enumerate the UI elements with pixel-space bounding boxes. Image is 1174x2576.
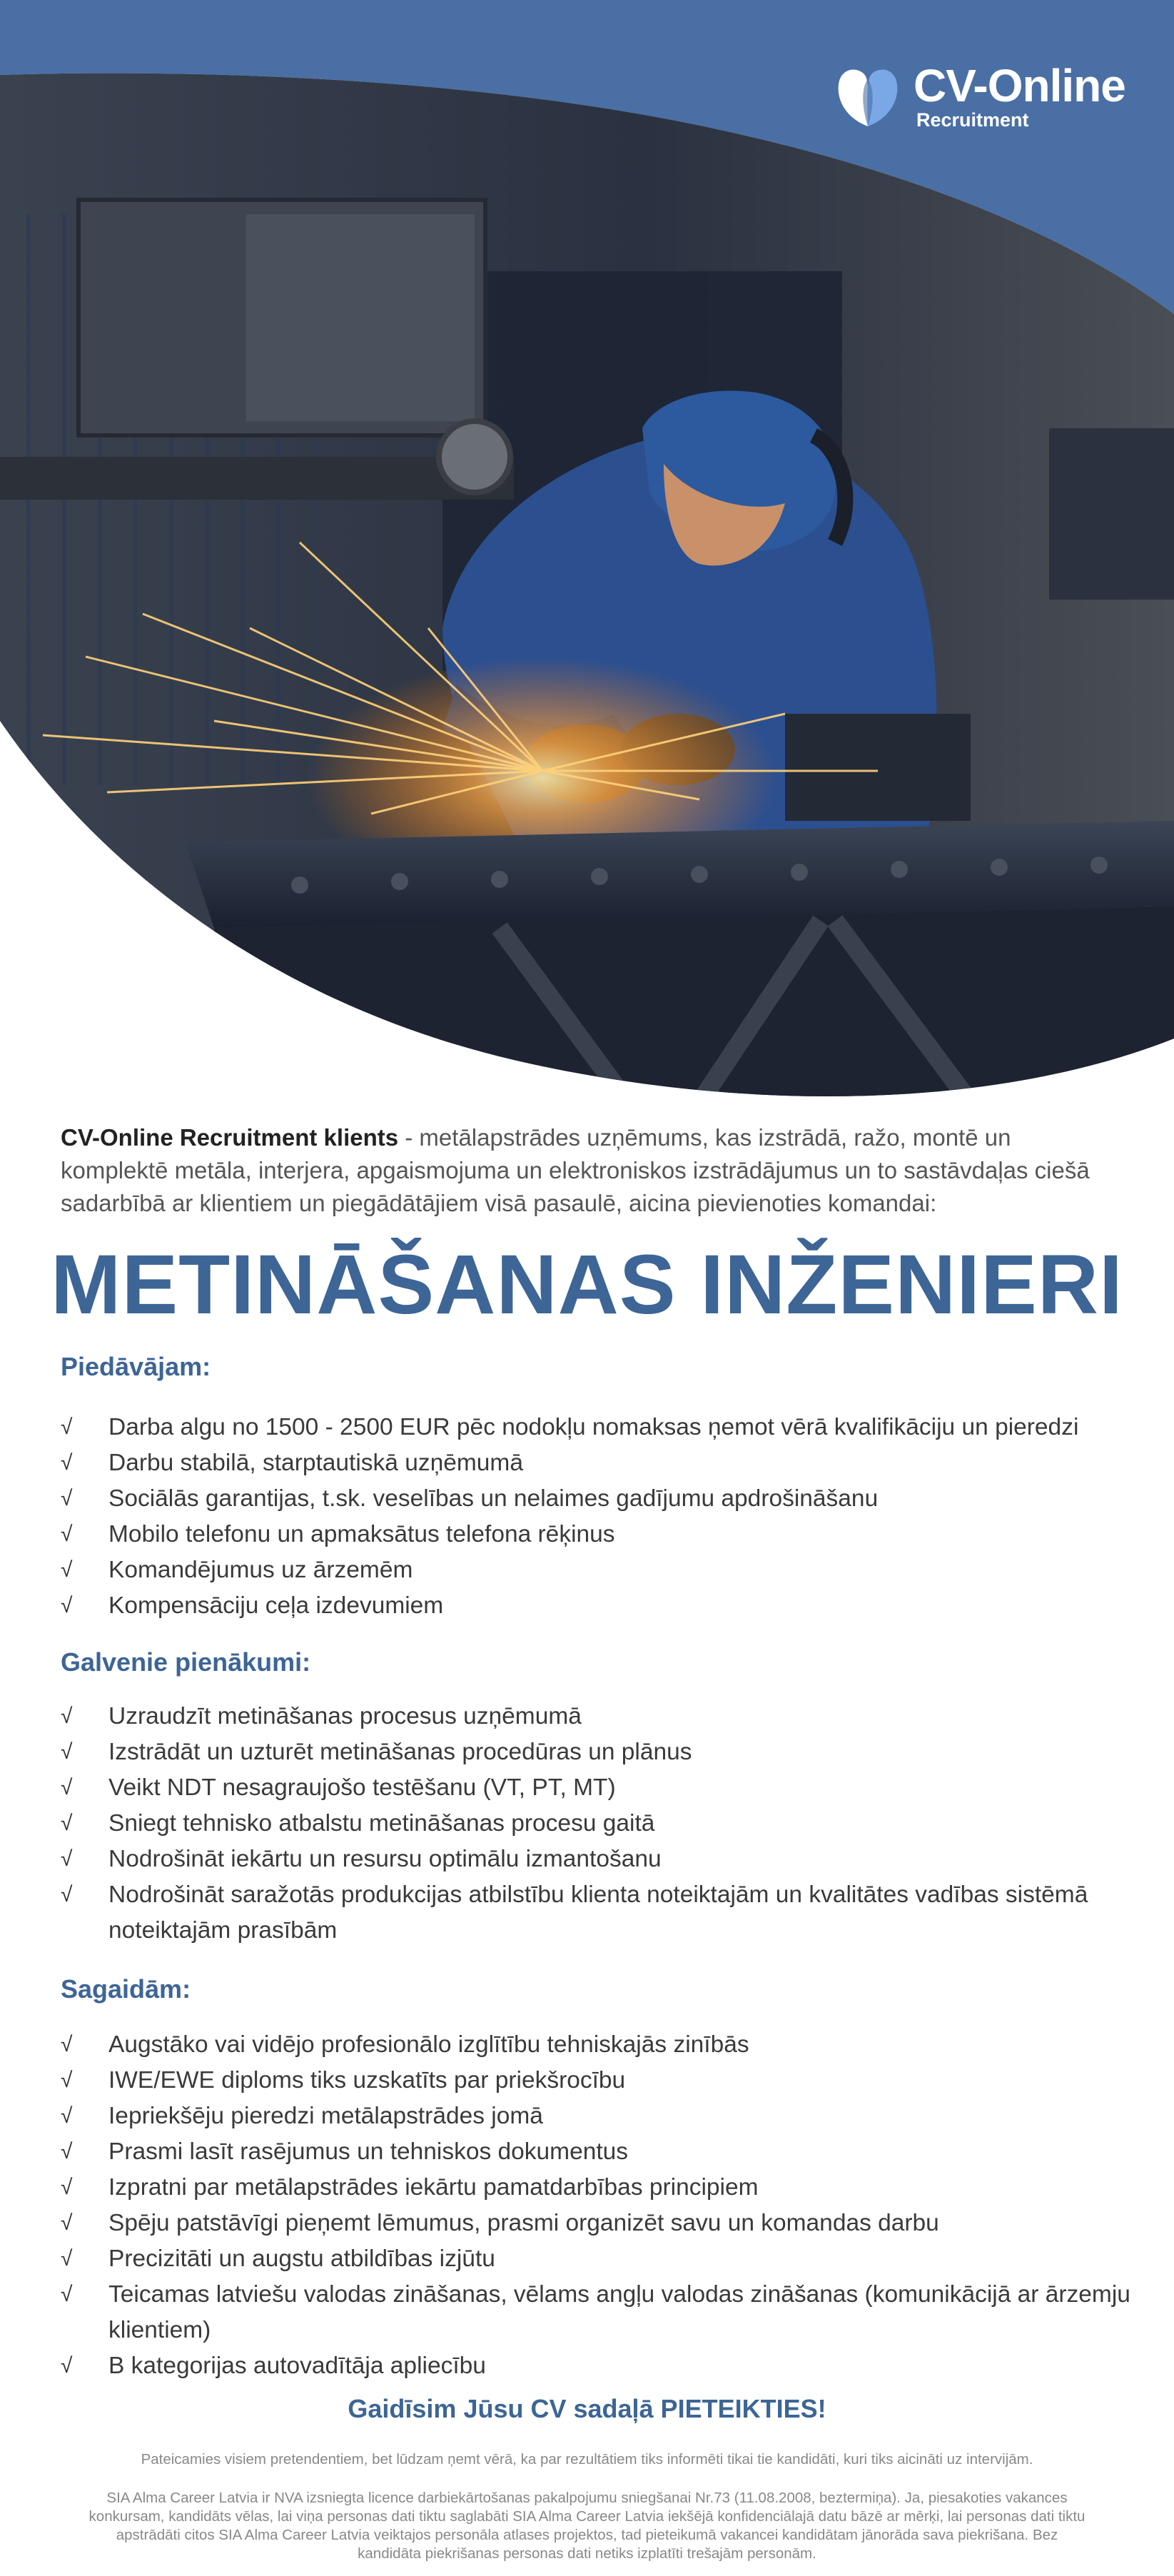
- hero-banner: [0, 0, 1174, 1103]
- duties-section-title: Galvenie pienākumi:: [61, 1647, 311, 1677]
- duty-item: √ Sniegt tehnisko atbalstu metināšanas procesu gaitā: [61, 1806, 1131, 1842]
- duties-list: [61, 1699, 1131, 1949]
- check-icon: √: [61, 2069, 73, 2092]
- check-icon: √: [61, 1847, 73, 1871]
- duty-item: √ Nodrošināt saražotās produkcijas atbilstību klienta noteiktajām un kvalitātes vadības sistēmā noteiktajām prasībām: [61, 1877, 1131, 1949]
- duty-item: √ Veikt NDT nesagraujošo testēšanu (VT, PT, MT): [61, 1770, 1131, 1806]
- offer-item: √ Kompensāciju ceļa izdevumiem: [61, 1588, 1131, 1624]
- duty-item: √ Izstrādāt un uzturēt metināšanas procedūras un plānus: [61, 1734, 1131, 1770]
- hero-photo: [0, 0, 1174, 1103]
- offer-item: √ Mobilo telefonu un apmaksātus telefona rēķinus: [61, 1517, 1131, 1552]
- check-icon: √: [61, 1558, 73, 1582]
- check-icon: √: [61, 1487, 73, 1510]
- check-icon: √: [61, 1740, 73, 1764]
- offer-item: √ Komandējumus uz ārzemēm: [61, 1552, 1131, 1588]
- requirements-section-title: Sagaidām:: [61, 1974, 191, 2004]
- check-icon: √: [61, 2176, 73, 2199]
- check-icon: √: [61, 2354, 73, 2378]
- check-icon: √: [61, 1594, 73, 1617]
- check-icon: √: [61, 2140, 73, 2163]
- requirement-item: √ Teicamas latviešu valodas zināšanas, vēlams angļu valodas zināšanas (komunikācijā ar ārzemju klientiem): [61, 2277, 1131, 2348]
- requirement-item: √ Spēju patstāvīgi pieņemt lēmumus, prasmi organizēt savu un komandas darbu: [61, 2206, 1131, 2241]
- check-icon: √: [61, 2033, 73, 2056]
- requirement-item: √ Izpratni par metālapstrādes iekārtu pamatdarbības principiem: [61, 2170, 1131, 2206]
- check-icon: √: [61, 2211, 73, 2235]
- intro-description: - metālapstrādes uzņēmums, kas izstrādā, ražo, montē un komplektē metāla, interjera, apgaismojuma un elektroniskos izstrādājumus un to sastāvdaļas ciešā sadarbībā ar klientiem un piegādātājiem visā pasaulē, aicina pievienoties komandai:: [61, 1124, 1090, 1216]
- offer-list: [61, 1410, 1131, 1624]
- offer-item: √ Darbu stabilā, starptautiskā uzņēmumā: [61, 1445, 1131, 1481]
- requirement-item: √ B kategorijas autovadītāja apliecību: [61, 2348, 1131, 2384]
- footnote-legal: SIA Alma Career Latvia ir NVA izsniegta licence darbiekārtošanas pakalpojumu sniegšanai Nr.73 (11.08.2008, beztermiņa). Ja, piesakoties vakances konkursam, kandidāts vēlas, lai viņa personas dati tiktu saglabāti SIA Alma Career Latvia iekšējā konfidenciālajā datu bāzē ar mērķi, lai personas dati tiktu apstrādāti citos SIA Alma Career Latvia veiktajos personāla atlases projektos, tad pieteikumā vakancei kandidātam jānorāda sava piekrišana. Bez kandidāta piekrišanas personas dati netiks izplatīti trešajām personām.: [88, 2490, 1086, 2562]
- requirement-item: √ Prasmi lasīt rasējumus un tehniskos dokumentus: [61, 2134, 1131, 2170]
- footnote-notice: Pateicamies visiem pretendentiem, bet lūdzam ņemt vērā, ka par rezultātiem tiks informēti tikai tie kandidāti, kuri tiks aicināti uz intervijām.: [141, 2451, 1033, 2468]
- cv-online-logo[interactable]: [832, 50, 1125, 143]
- apply-call-to-action[interactable]: Gaidīsim Jūsu CV sadaļā PIETEIKTIES!: [348, 2394, 826, 2423]
- offer-item: √ Sociālās garantijas, t.sk. veselības un nelaimes gadījumu apdrošināšanu: [61, 1481, 1131, 1517]
- check-icon: √: [61, 1451, 73, 1475]
- check-icon: √: [61, 1704, 73, 1728]
- check-icon: √: [61, 2247, 73, 2271]
- check-icon: √: [61, 1776, 73, 1799]
- check-icon: √: [61, 1522, 73, 1546]
- duty-item: √ Uzraudzīt metināšanas procesus uzņēmumā: [61, 1699, 1131, 1734]
- job-title: METINĀŠANAS INŽENIERI: [51, 1238, 1123, 1332]
- check-icon: √: [61, 2104, 73, 2128]
- check-icon: √: [61, 1883, 73, 1906]
- intro-paragraph: [61, 1121, 1117, 1220]
- logo-subtitle: Recruitment: [916, 109, 1029, 131]
- requirement-item: √ Precizitāti un augstu atbildības izjūtu: [61, 2241, 1131, 2277]
- requirement-item: √ Augstāko vai vidējo profesionālo izglītību tehniskajās zinībās: [61, 2027, 1131, 2063]
- requirement-item: √ Iepriekšēju pieredzi metālapstrādes jomā: [61, 2098, 1131, 2134]
- requirements-list: [61, 2027, 1131, 2384]
- offer-item: √ Darba algu no 1500 - 2500 EUR pēc nodokļu nomaksas ņemot vērā kvalifikāciju un pieredzi: [61, 1410, 1131, 1445]
- offer-section-title: Piedāvājam:: [61, 1352, 211, 1381]
- logo-title: CV-Online: [914, 60, 1125, 111]
- check-icon: √: [61, 1415, 73, 1439]
- check-icon: √: [61, 1812, 73, 1835]
- check-icon: √: [61, 2283, 73, 2306]
- logo-mark-icon: [832, 61, 904, 132]
- duty-item: √ Nodrošināt iekārtu un resursu optimālu izmantošanu: [61, 1842, 1131, 1877]
- requirement-item: √ IWE/EWE diploms tiks uzskatīts par priekšrocību: [61, 2063, 1131, 2098]
- intro-client-name: CV-Online Recruitment klients: [61, 1124, 399, 1151]
